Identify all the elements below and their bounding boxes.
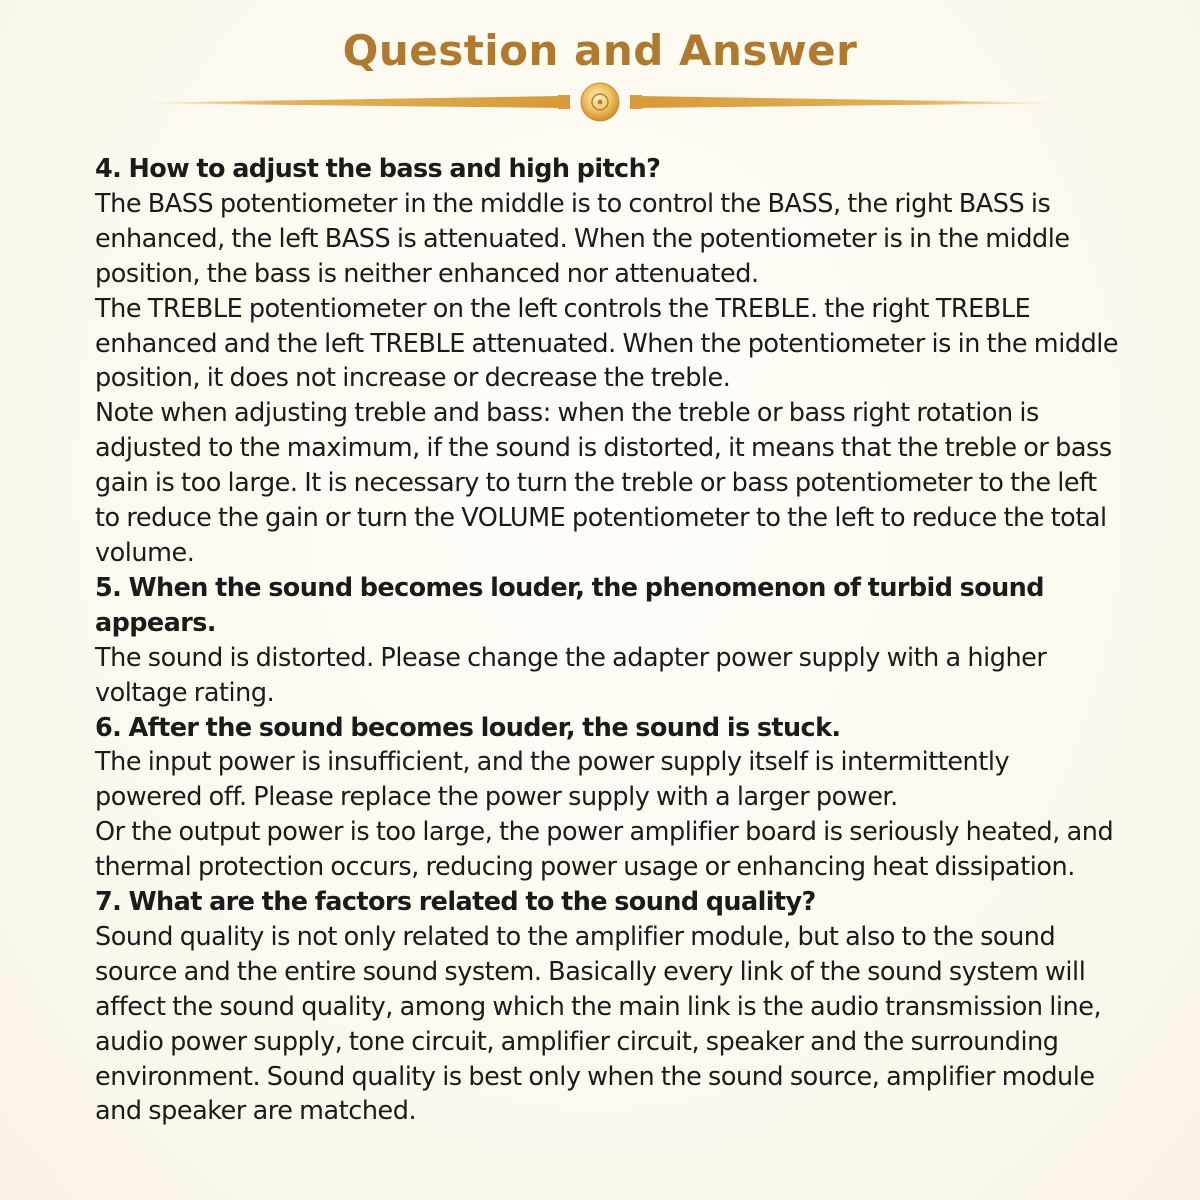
answer-6-power: The input power is insufficient, and the power supply itself is intermittently powered off. Please replace the power supply with a larger power. (95, 747, 1010, 813)
question-7: 7. What are the factors related to the sound quality? (95, 887, 816, 918)
answer-4-treble: The TREBLE potentiometer on the left controls the TREBLE. the right TREBLE enhanced and the left TREBLE attenuated. When the potentiometer is in the middle position, it does not increase or decrease the treble. (95, 293, 1119, 394)
question-6: 6. After the sound becomes louder, the sound is stuck. (95, 712, 841, 743)
question-4: 4. How to adjust the bass and high pitch? (95, 154, 661, 184)
answer-5: The sound is distorted. Please change the adapter power supply with a higher voltage rating. (95, 642, 1047, 708)
answer-7: Sound quality is not only related to the amplifier module, but also to the sound source and the entire sound system. Basically every link of the sound system will affect the sound quality, among which the main link is the audio transmission line, audio power supply, tone circuit, amplifier circuit, speaker and the surrounding environment. Sound quality is best only when the sound source, amplifier module and speaker are matched. (95, 921, 1102, 1127)
question-5: 5. When the sound becomes louder, the phenomenon of turbid sound appears. (95, 572, 1044, 638)
qa-content (95, 152, 1120, 1129)
answer-4-note: Note when adjusting treble and bass: when the treble or bass right rotation is adjusted to the maximum, if the sound is distorted, it means that the treble or bass gain is too large. It is necessary to turn the treble or bass potentiometer to the left to reduce the gain or turn the VOLUME potentiometer to the left to reduce the total volume. (95, 398, 1112, 568)
answer-4-bass: The BASS potentiometer in the middle is to control the BASS, the right BASS is enhanced, the left BASS is attenuated. When the potentiometer is in the middle position, the bass is neither enhanced nor attenuated. (95, 188, 1070, 289)
answer-6-thermal: Or the output power is too large, the power amplifier board is seriously heated, and thermal protection occurs, reducing power usage or enhancing heat dissipation. (95, 817, 1114, 883)
title-divider-ornament (120, 82, 1080, 122)
page-title: Question and Answer (342, 26, 858, 75)
